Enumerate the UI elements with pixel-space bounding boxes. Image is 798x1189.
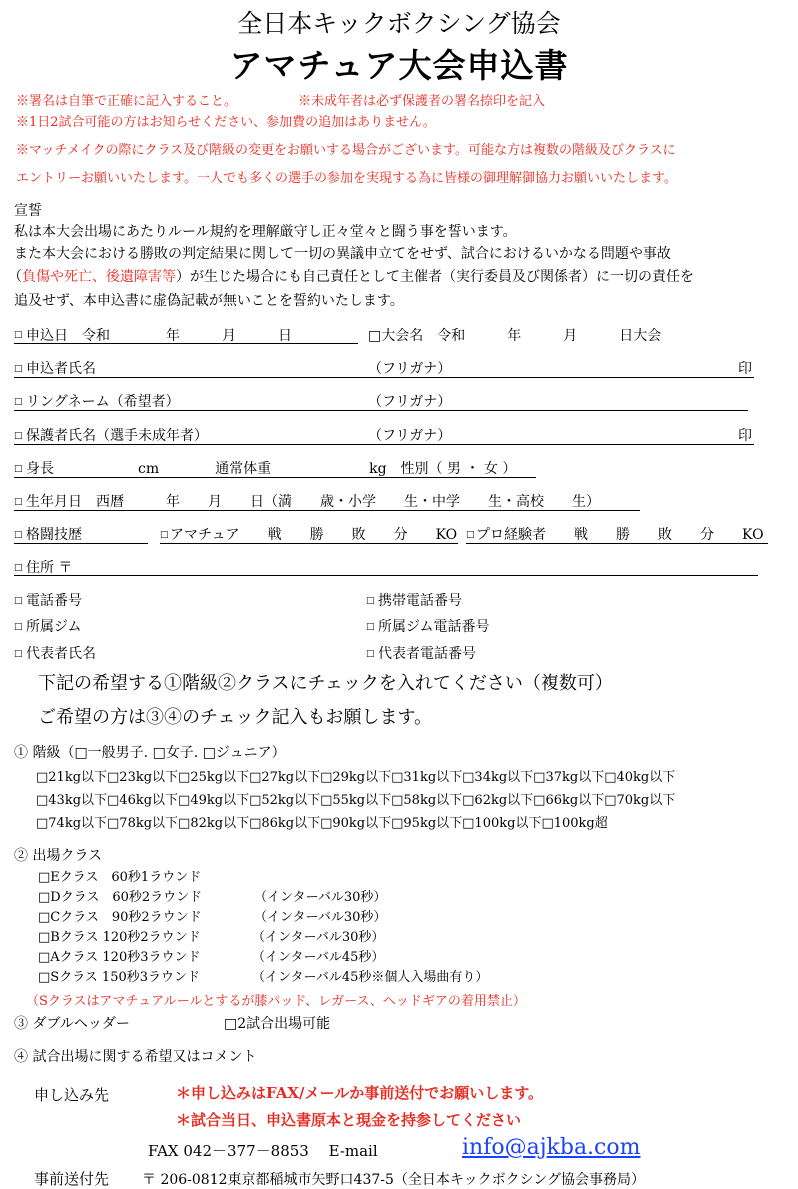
ringname-furigana-label: （フリガナ） [368, 394, 452, 410]
class-option-b[interactable]: □Bクラス 120秒2ラウンド [38, 930, 201, 945]
checkbox-birth[interactable]: □ [14, 497, 23, 507]
checkbox-address[interactable]: □ [14, 563, 23, 573]
guardian-name-field[interactable]: 保護者氏名（選手未成年者） [26, 428, 208, 444]
applicant-name-field[interactable]: 申込者氏名 [26, 361, 96, 377]
gym-phone-field[interactable]: 所属ジム電話番号 [378, 619, 490, 635]
organization-name: 全日本キックボクシング協会 [237, 9, 561, 38]
oath-line-3-rest: ）が生じた場合にも自己責任として主催者（実行委員及び関係者）に一切の責任を [176, 269, 694, 285]
class-option-c[interactable]: □Cクラス 90秒2ラウンド [38, 910, 202, 925]
checkbox-applicant[interactable]: □ [14, 364, 23, 374]
checkbox-amateur[interactable]: □ [160, 530, 169, 540]
instruction-2: ご希望の方は③④のチェック記入もお願します。 [38, 707, 433, 728]
weight-class-row-3[interactable]: □74kg以下□78kg以下□82kg以下□86kg以下□90kg以下□95kg以下□100kg以下□100kg超 [36, 816, 608, 831]
class-c-interval: （インターバル30秒） [254, 910, 387, 925]
apply-day-note: ＊試合当日、申込書原本と現金を持参してください [176, 1111, 522, 1129]
checkbox-pro[interactable]: □ [466, 530, 475, 540]
oath-line-2: また本大会における勝敗の判定結果に関して一切の異議申立てをせず、試合におけるいかなる問題や事故 [14, 246, 671, 262]
apply-to-label: 申し込み先 [34, 1086, 110, 1104]
weight-class-heading: ① 階級（□一般男子. □女子. □ジュニア） [14, 745, 286, 761]
note-double-match: ※1日2試合可能の方はお知らせください、参加費の追加はありません。 [16, 115, 436, 130]
checkbox-body[interactable]: □ [14, 464, 23, 474]
event-name-field[interactable]: □大会名 令和 年 月 日大会 [368, 328, 662, 344]
instruction-1: 下記の希望する①階級②クラスにチェックを入れてください（複数可） [38, 673, 613, 694]
pro-record-field[interactable]: プロ経験者 戦 勝 敗 分 KO [476, 527, 764, 543]
class-a-interval: （インターバル45秒） [252, 950, 385, 965]
class-b-interval: （インターバル30秒） [252, 930, 385, 945]
checkbox-date[interactable]: □ [14, 330, 23, 340]
oath-line-3-red: 負傷や死亡、後遺障害等 [22, 269, 176, 285]
representative-name-field[interactable]: 代表者氏名 [26, 646, 96, 662]
class-d-interval: （インターバル30秒） [254, 890, 387, 905]
oath-line-3-open: （ [8, 269, 22, 285]
checkbox-mobile[interactable]: □ [366, 596, 375, 606]
mobile-phone-field[interactable]: 携帯電話番号 [378, 593, 462, 609]
oath-line-4: 追及せず、本申込書に虚偽記載が無いことを誓約いたします。 [14, 293, 404, 309]
height-weight-gender-field[interactable]: 身長 cm 通常体重 kg 性別（ 男 ・ 女 ） [26, 461, 517, 477]
applicant-seal-label: 印 [738, 361, 752, 377]
class-option-d[interactable]: □Dクラス 60秒2ラウンド [38, 890, 203, 905]
note-matchmaking: ※マッチメイクの際にクラス及び階級の変更をお願いする場合がございます。可能な方は複数の階級及びクラスに [16, 143, 676, 158]
applicant-furigana-label: （フリガナ） [368, 361, 452, 377]
oath-heading: 宣誓 [14, 203, 42, 219]
send-to-address: 〒 206-0812東京都稲城市矢野口437-5（全日本キックボクシング協会事務局） [142, 1172, 645, 1188]
checkbox-rep-phone[interactable]: □ [366, 649, 375, 659]
checkbox-gym[interactable]: □ [14, 622, 23, 632]
representative-phone-field[interactable]: 代表者電話番号 [378, 646, 476, 662]
checkbox-phone[interactable]: □ [14, 596, 23, 606]
weight-class-row-2[interactable]: □43kg以下□46kg以下□49kg以下□52kg以下□55kg以下□58kg以下□62kg以下□66kg以下□70kg以下 [36, 793, 676, 808]
email-link[interactable]: info@ajkba.com [462, 1135, 641, 1160]
class-option-s[interactable]: □Sクラス 150秒3ラウンド [38, 970, 201, 985]
note-signature: ※署名は自筆で正確に記入すること。 [16, 94, 238, 109]
fax-email-label: FAX 042－377－8853 E-mail [148, 1142, 378, 1160]
comment-heading: ④ 試合出場に関する希望又はコメント [14, 1049, 257, 1065]
gym-field[interactable]: 所属ジム [26, 619, 82, 635]
checkbox-guardian[interactable]: □ [14, 431, 23, 441]
class-option-e[interactable]: □Eクラス 60秒1ラウンド [38, 870, 202, 885]
amateur-record-field[interactable]: アマチュア 戦 勝 敗 分 KO [170, 527, 458, 543]
checkbox-rep[interactable]: □ [14, 649, 23, 659]
guardian-seal-label: 印 [738, 428, 752, 444]
class-s-note: （Sクラスはアマチュアルールとするが膝パッド、レガース、ヘッドギアの着用禁止） [26, 994, 526, 1009]
checkbox-ringname[interactable]: □ [14, 397, 23, 407]
apply-method-note: ＊申し込みはFAX/メールか事前送付でお願いします。 [176, 1084, 544, 1102]
double-header-option[interactable]: □2試合出場可能 [224, 1016, 331, 1032]
guardian-furigana-label: （フリガナ） [368, 428, 452, 444]
send-to-label: 事前送付先 [34, 1170, 110, 1188]
address-field[interactable]: 住所 〒 [26, 560, 73, 576]
application-date-field[interactable]: 申込日 令和 年 月 日 [26, 328, 292, 344]
birthdate-field[interactable]: 生年月日 西暦 年 月 日（満 歳・小学 生・中学 生・高校 生） [26, 494, 600, 510]
oath-line-1: 私は本大会出場にあたりルール規約を理解厳守し正々堂々と闘う事を誓います。 [14, 224, 517, 240]
class-heading: ② 出場クラス [14, 848, 103, 864]
double-header-heading: ③ ダブルヘッダー [14, 1016, 130, 1032]
checkbox-record[interactable]: □ [14, 530, 23, 540]
class-s-interval: （インターバル45秒※個人入場曲有り） [252, 970, 489, 985]
phone-field[interactable]: 電話番号 [26, 593, 82, 609]
note-minor: ※未成年者は必ず保護者の署名捺印を記入 [298, 94, 546, 109]
note-entry: エントリーお願いいたします。一人でも多くの選手の参加を実現する為に皆様の御理解御協力お願いいたします。 [16, 171, 677, 186]
checkbox-gym-phone[interactable]: □ [366, 622, 375, 632]
weight-class-row-1[interactable]: □21kg以下□23kg以下□25kg以下□27kg以下□29kg以下□31kg以下□34kg以下□37kg以下□40kg以下 [36, 770, 676, 785]
oath-line-3 [8, 266, 694, 286]
ring-name-field[interactable]: リングネーム（希望者） [26, 394, 180, 410]
fight-record-label: 格闘技歴 [26, 527, 82, 543]
class-option-a[interactable]: □Aクラス 120秒3ラウンド [38, 950, 201, 965]
form-title: アマチュア大会申込書 [229, 46, 569, 85]
